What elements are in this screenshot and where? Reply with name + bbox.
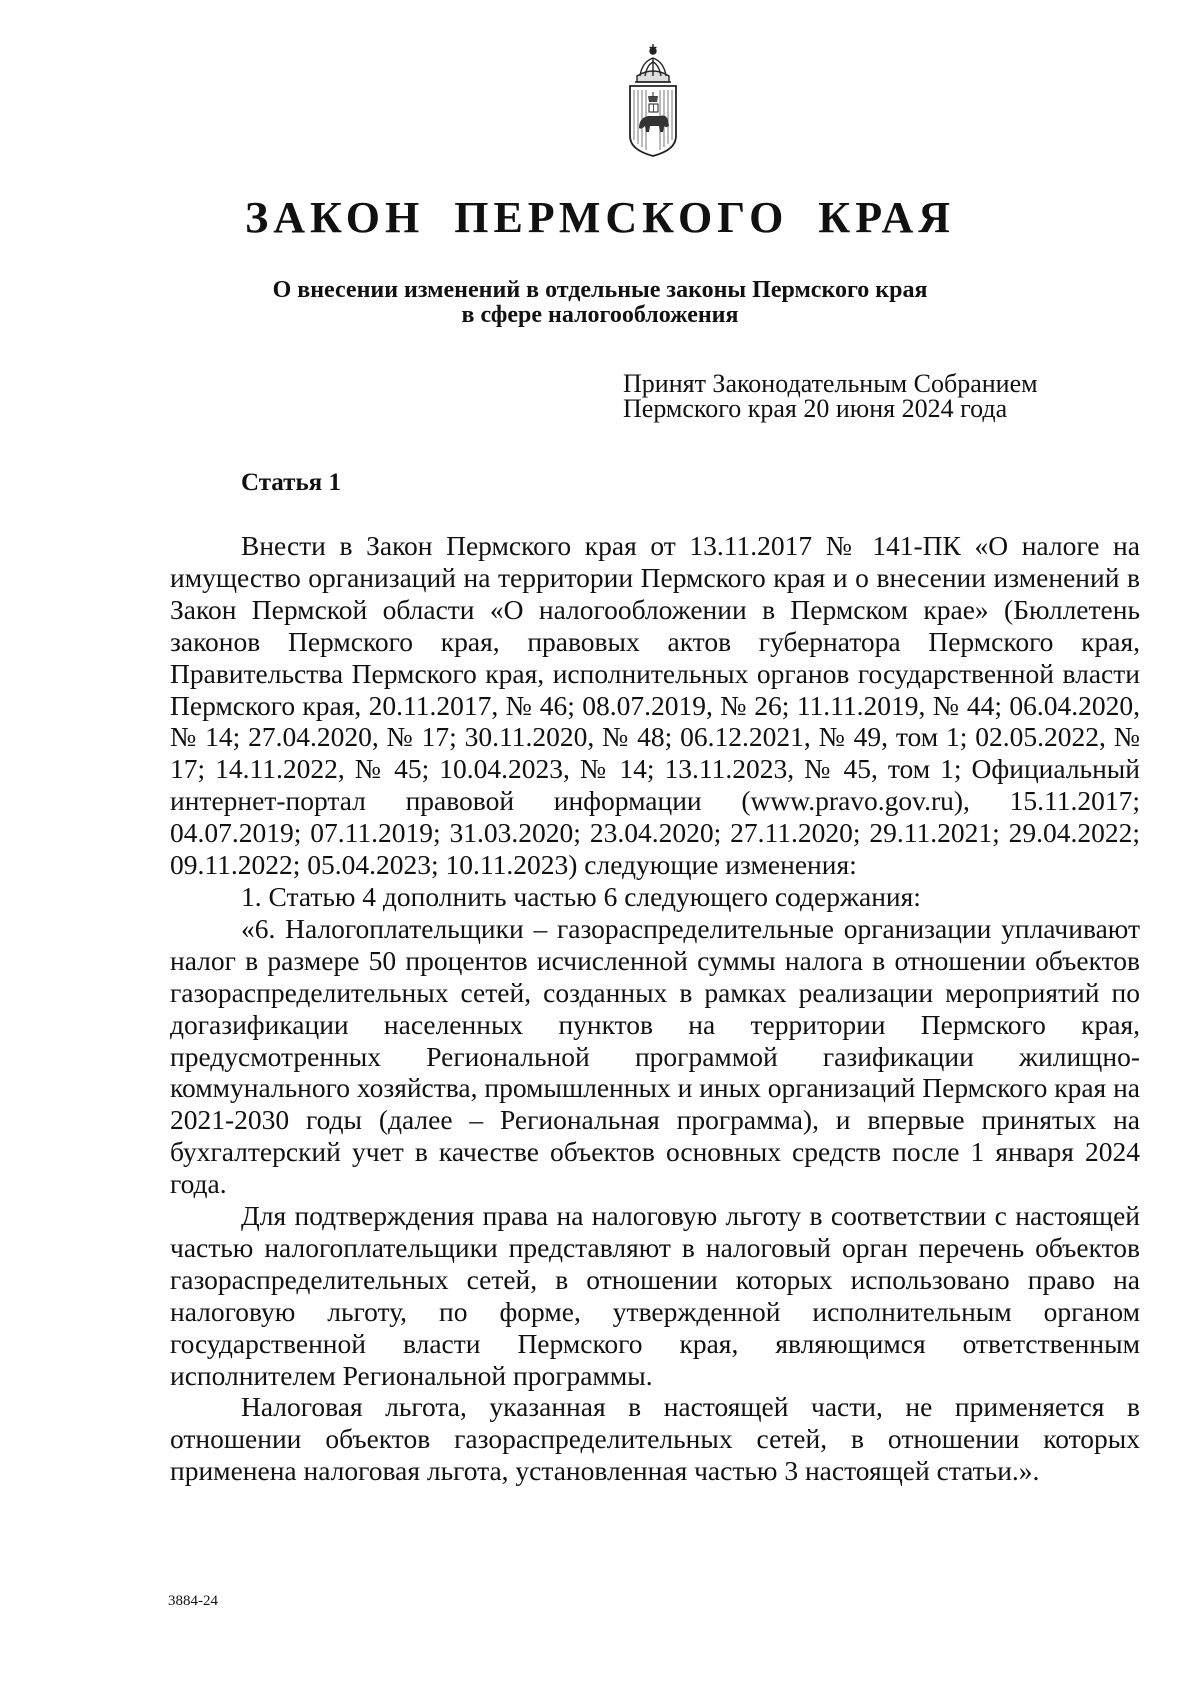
perm-krai-coat-of-arms-icon [622,40,684,158]
article-paragraph: Внести в Закон Пермского края от 13.11.2017 № 141-ПК «О налоге на имущество организаций на территории Пермского края и о внесении изменений в Закон Пермской области «О налогообложении в Пермском крае» (Бюллетень законов Пермского края, правовых актов губернатора Пермского края, Правительства Пермского края, исполнительных органов государственной власти Пермского края, 20.11.2017, № 46; 08.07.2019, № 26; 11.11.2019, № 44; 06.04.2020, № 14; 27.04.2020, № 17; 30.11.2020, № 48; 06.12.2021, № 49, том 1; 02.05.2022, № 17; 14.11.2022, № 45; 10.04.2023, № 14; 13.11.2023, № 45, том 1; Официальный интернет-портал правовой информации (www.pravo.gov.ru), 15.11.2017; 04.07.2019; 07.11.2019; 31.03.2020; 23.04.2020; 27.11.2020; 29.11.2021; 29.04.2022; 09.11.2022; 05.04.2023; 10.11.2023) следующие изменения: [170,530,1140,881]
law-subtitle [150,278,1050,328]
adoption-note-line: Принят Законодательным Собранием [623,369,1038,398]
article-paragraph: «6. Налогоплательщики – газораспределительные организации уплачивают налог в размере 50 процентов исчисленной суммы налога в отношении объектов газораспределительных сетей, созданных в рамках реализации мероприятий по догазификации населенных пунктов на территории Пермского края, предусмотренных Региональной программой газификации жилищно-коммунального хозяйства, промышленных и иных организаций Пермского края на 2021-2030 годы (далее – Региональная программа), и впервые принятых на бухгалтерский учет в качестве объектов основных средств после 1 января 2024 года. [170,912,1140,1200]
article-heading: Статья 1 [241,469,341,496]
adoption-note [623,371,1103,421]
article-paragraph: Для подтверждения права на налоговую льготу в соответствии с настоящей частью налогоплательщики представляют в налоговый орган перечень объектов газораспределительных сетей, в отношении которых использовано право на налоговую льготу, по форме, утвержденной исполнительным органом государственной власти Пермского края, являющимся ответственным исполнителем Региональной программы. [170,1200,1140,1391]
article-paragraph: Налоговая льгота, указанная в настоящей части, не применяется в отношении объектов газораспределительных сетей, в отношении которых применена налоговая льгота, установленная частью 3 настоящей статьи.». [170,1391,1140,1487]
article-paragraph: 1. Статью 4 дополнить частью 6 следующего содержания: [241,880,921,912]
document-registration-number: 3884-24 [168,1593,218,1609]
law-subtitle-line: в сфере налогообложения [461,302,739,328]
adoption-note-line: Пермского края 20 июня 2024 года [623,394,1008,423]
law-subtitle-line: О внесении изменений в отдельные законы Пермского края [272,277,928,303]
article-body [170,530,1140,1487]
law-title: ЗАКОН ПЕРМСКОГО КРАЯ [244,193,956,242]
